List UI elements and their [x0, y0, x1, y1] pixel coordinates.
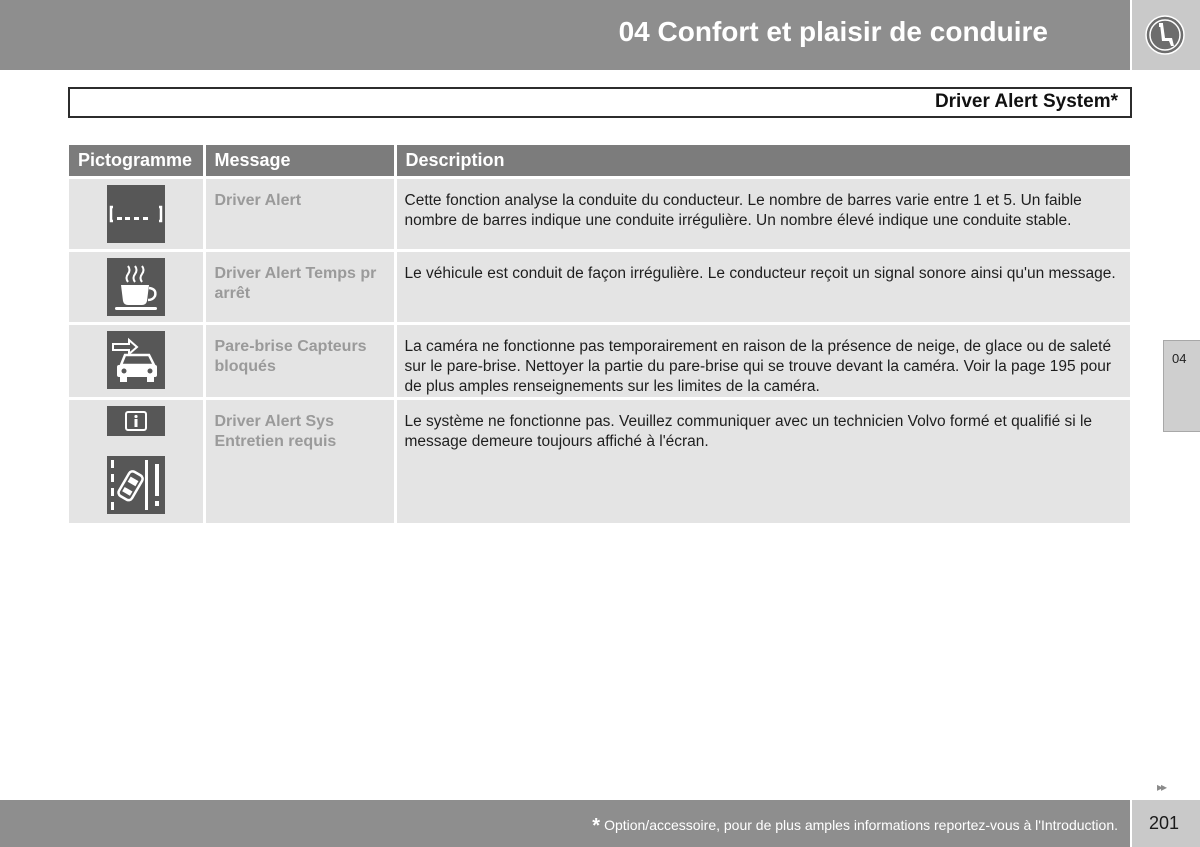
- message-cell: Pare-brise Capteurs bloqués: [204, 324, 395, 399]
- table-row: [69, 399, 1130, 523]
- page-footer: [0, 800, 1130, 847]
- message-table: [69, 145, 1130, 523]
- table-row: [69, 251, 1130, 324]
- info-icon: [107, 406, 165, 436]
- coffee-cup-icon: [107, 258, 165, 316]
- chapter-side-tab[interactable]: [1163, 340, 1200, 432]
- side-tab-label: 04: [1172, 351, 1187, 366]
- pictogram-cell: [69, 178, 204, 251]
- column-header-pictogramme: Pictogramme: [69, 145, 204, 178]
- table-row: [69, 324, 1130, 399]
- footer-note: [592, 815, 1118, 838]
- footnote-text: Option/accessoire, pour de plus amples informations reportez-vous à l'Introduction.: [604, 817, 1118, 833]
- column-header-message: Message: [204, 145, 395, 178]
- seat-icon: [1144, 14, 1186, 56]
- section-heading-box: [68, 87, 1132, 118]
- footnote-star: *: [592, 815, 601, 837]
- chapter-title: 04 Confort et plaisir de conduire: [618, 16, 1048, 47]
- page-number-box: [1132, 800, 1200, 847]
- pictogram-cell: [69, 399, 204, 523]
- driver-alert-bars-icon: [107, 185, 165, 243]
- message-cell: Driver Alert Temps pr arrêt: [204, 251, 395, 324]
- lane-departure-warning-icon: [107, 456, 165, 514]
- description-cell: Cette fonction analyse la conduite du conducteur. Le nombre de barres varie entre 1 et 5. Un faible nombre de barres indique une conduite irrégulière. Un nombre élevé indique une conduite stable.: [395, 178, 1130, 251]
- pictogram-cell: [69, 251, 204, 324]
- section-title: Driver Alert System*: [934, 91, 1118, 112]
- column-header-description: Description: [395, 145, 1130, 178]
- description-cell: Le véhicule est conduit de façon irrégulière. Le conducteur reçoit un signal sonore ainsi qu'un message.: [395, 251, 1130, 324]
- chapter-icon-box: [1132, 0, 1200, 70]
- description-cell: Le système ne fonctionne pas. Veuillez communiquer avec un technicien Volvo formé et qualifié si le message demeure toujours affiché à l'écran.: [395, 399, 1130, 523]
- description-cell: La caméra ne fonctionne pas temporairement en raison de la présence de neige, de glace ou de saleté sur le pare-brise. Nettoyer la partie du pare-brise qui se trouve devant la caméra. Voir la page 195 pour de plus amples renseignements sur les limites de la caméra.: [395, 324, 1130, 399]
- double-chevron-right-icon: ▸▸: [1157, 780, 1166, 794]
- message-cell: Driver Alert Sys Entretien requis: [204, 399, 395, 523]
- chapter-header: [0, 0, 1130, 70]
- message-cell: Driver Alert: [204, 178, 395, 251]
- table-header-row: [69, 145, 1130, 178]
- table-row: [69, 178, 1130, 251]
- page-number: 201: [1149, 813, 1180, 833]
- pictogram-cell: [69, 324, 204, 399]
- windscreen-camera-icon: [107, 331, 165, 389]
